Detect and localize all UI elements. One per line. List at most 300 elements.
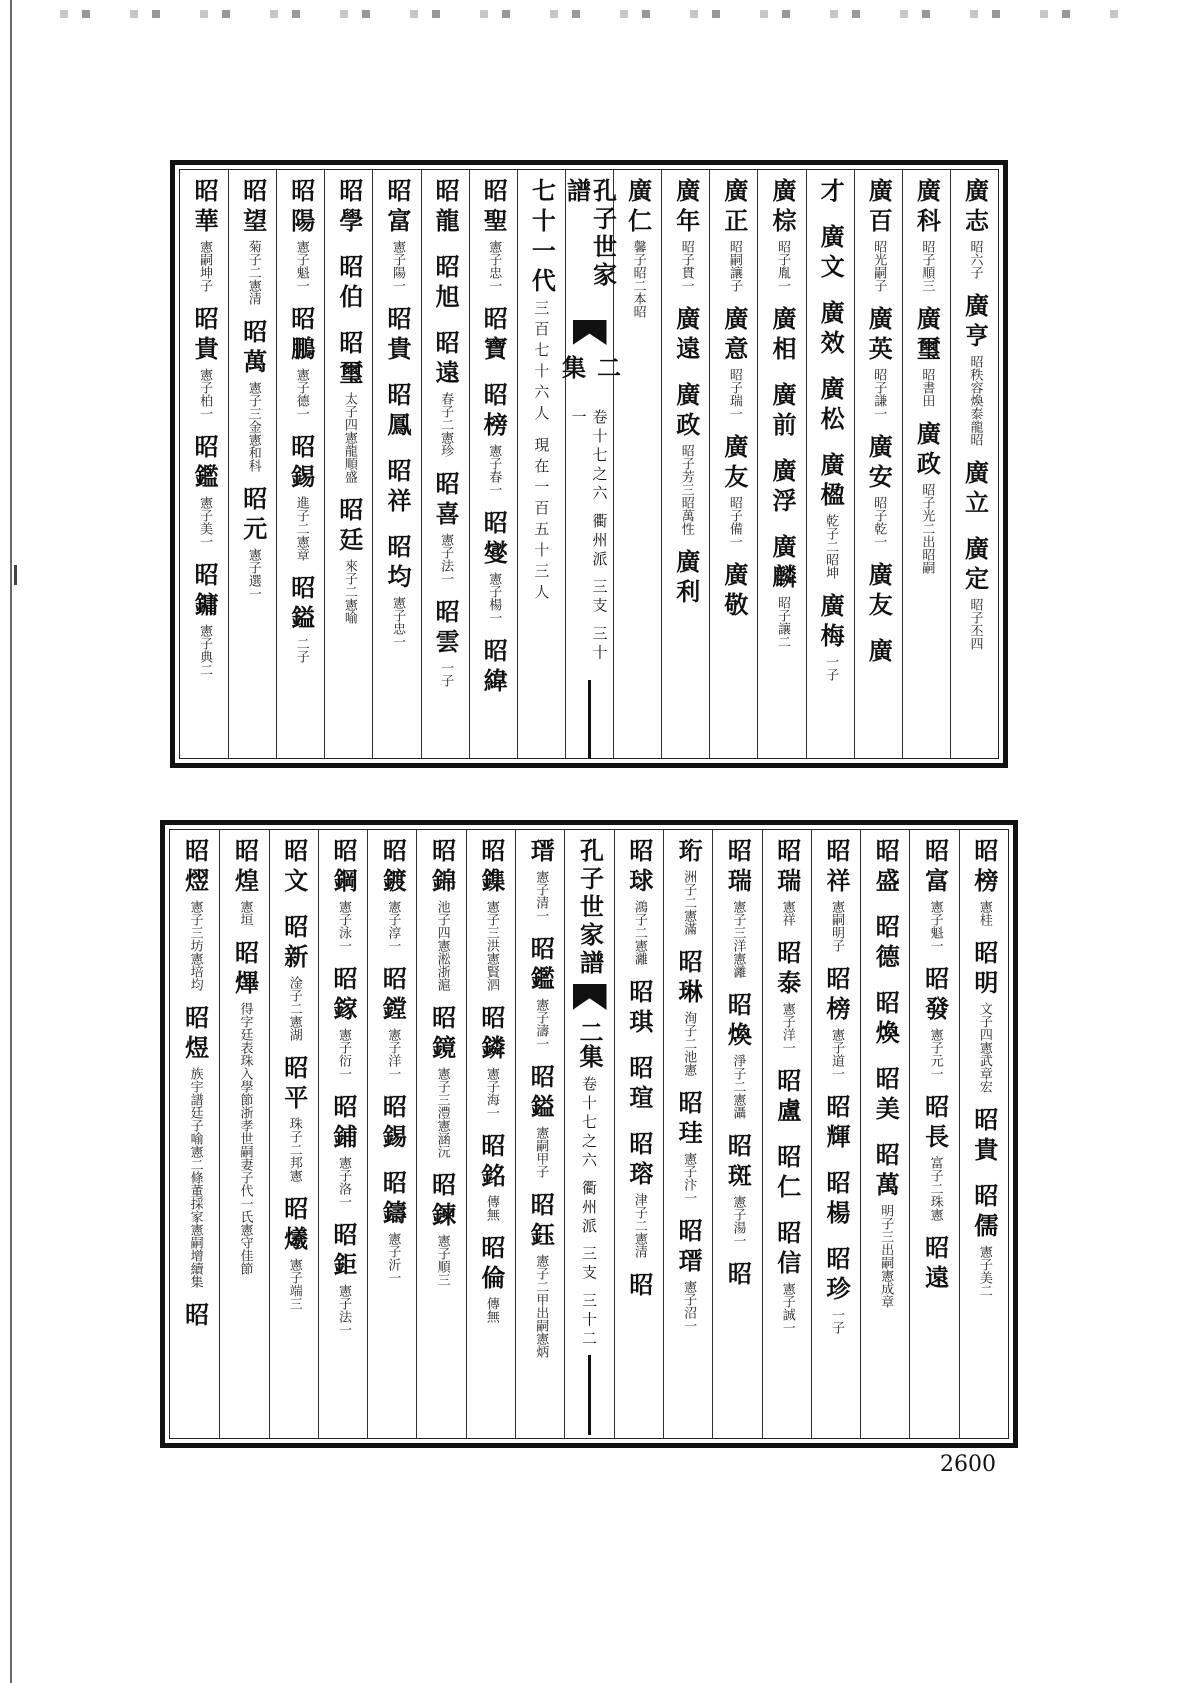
- genealogy-entry: [329, 1222, 359, 1336]
- genealogy-entry: [288, 178, 314, 292]
- person-name: 昭鏜: [378, 966, 408, 1026]
- entry-column: [372, 170, 420, 758]
- entry-column: [466, 830, 515, 1438]
- person-name: 昭瑞: [723, 838, 753, 898]
- person-name: 廣百: [864, 178, 894, 238]
- person-note: 憲子三洪憲賢泗: [483, 900, 499, 991]
- person-name: 廣相: [767, 306, 797, 366]
- person-name: 昭仁: [772, 1144, 802, 1204]
- person-name: 昭鑑: [190, 434, 220, 494]
- genealogy-entry: [673, 178, 699, 292]
- person-name: 昭鎰: [286, 575, 316, 635]
- genealogy-entry: [383, 534, 413, 648]
- entry-column: [860, 830, 909, 1438]
- person-name: 廣友: [719, 434, 749, 494]
- genealogy-entry: [240, 319, 266, 472]
- person-note: 憲子三坊憲培均: [187, 900, 203, 991]
- person-note: 一子: [828, 1308, 844, 1334]
- volume-label: 二集: [557, 354, 622, 379]
- genealogy-entry: [769, 534, 795, 648]
- genealogy-entry: [864, 178, 894, 292]
- genealogy-entry: [240, 486, 266, 600]
- person-name: 廣麟: [767, 534, 797, 594]
- genealogy-entry: [912, 421, 942, 574]
- entry-column: [709, 170, 757, 758]
- genealogy-entry: [383, 458, 413, 520]
- person-name: 昭貴: [190, 306, 220, 366]
- genealogy-entry: [971, 1107, 997, 1169]
- person-name: 昭鎰: [526, 1064, 556, 1124]
- person-name: 昭球: [624, 838, 654, 898]
- page-inner-frame: [169, 829, 1009, 1439]
- genealogy-entry: [816, 300, 846, 362]
- section-label: 卷十七之六 衢州派 三支 三十二: [580, 1076, 599, 1350]
- person-note: 憲子海一: [483, 1067, 499, 1119]
- genealogy-entry: [774, 940, 800, 1054]
- entry-column: [180, 170, 228, 758]
- genealogy-entry: [478, 838, 504, 991]
- person-note: 昭子芳三昭萬性: [678, 444, 694, 535]
- generation-column: [517, 170, 565, 758]
- person-name: 昭祥: [383, 458, 413, 518]
- person-name: 昭均: [383, 534, 413, 594]
- genealogy-entry: [674, 1090, 704, 1204]
- person-note: 昭子胤一: [774, 240, 790, 292]
- person-note: 憲嗣明子: [828, 900, 844, 952]
- genealogy-entry: [190, 562, 220, 676]
- genealogy-entry: [723, 1133, 753, 1247]
- person-note: 二子: [293, 637, 309, 663]
- person-note: 憲子沼一: [681, 1280, 697, 1332]
- person-note: 昭六子: [967, 240, 983, 279]
- entry-column: [902, 170, 950, 758]
- person-name: 昭鳳: [383, 382, 413, 442]
- genealogy-page-32: [160, 820, 1018, 1448]
- person-note: 憲嗣甲子: [533, 1126, 549, 1178]
- genealogy-entry: [823, 1170, 849, 1232]
- genealogy-entry: [336, 254, 362, 316]
- person-name: 昭鍊: [427, 1172, 457, 1232]
- person-name: 昭寶: [479, 306, 509, 366]
- person-name: 昭瑢: [624, 1131, 654, 1191]
- person-note: 洵子二池憲: [681, 1011, 697, 1076]
- person-note: 憲子柏一: [197, 368, 213, 420]
- person-note: 憲子順三: [434, 1234, 450, 1286]
- entry-column: [806, 170, 854, 758]
- person-name: 昭祥: [821, 838, 851, 898]
- genealogy-entry: [336, 330, 362, 483]
- person-note: 憲子魁一: [293, 240, 309, 292]
- genealogy-entry: [922, 1094, 948, 1221]
- entry-column: [762, 830, 811, 1438]
- person-name: 昭錫: [286, 434, 316, 494]
- entry-column: [318, 830, 367, 1438]
- person-note: 憲子清一: [533, 870, 549, 922]
- genealogy-entry: [823, 966, 849, 1080]
- genealogy-entry: [431, 471, 461, 585]
- person-name: 昭: [723, 1261, 753, 1291]
- person-note: 憲子美一: [197, 496, 213, 548]
- genealogy-entry: [336, 497, 362, 624]
- person-name: 昭雲: [431, 599, 461, 659]
- person-note: 鴻子二憲灕: [631, 900, 647, 965]
- person-note: 傳無: [483, 1195, 499, 1221]
- entry-column: [614, 830, 663, 1438]
- column-area: [180, 170, 998, 758]
- genealogy-entry: [431, 330, 461, 457]
- genealogy-entry: [431, 178, 461, 240]
- person-note: 來子二憲喻: [341, 559, 357, 624]
- genealogy-entry: [721, 562, 747, 624]
- person-note: 憲子典二: [197, 624, 213, 676]
- genealogy-entry: [960, 536, 990, 650]
- person-note: 文子四憲武章宏: [976, 1002, 992, 1093]
- person-note: 憲子三金憲和科: [245, 381, 261, 472]
- genealogy-entry: [922, 1235, 948, 1297]
- person-name: 昭瑞: [772, 838, 802, 898]
- genealogy-entry: [960, 178, 990, 279]
- genealogy-entry: [479, 382, 509, 496]
- column-area: [170, 830, 1008, 1438]
- genealogy-entry: [816, 452, 846, 579]
- person-name: 廣松: [816, 376, 846, 436]
- center-bar: [588, 1355, 591, 1435]
- entry-column: [712, 830, 761, 1438]
- person-note: 憲子陽一: [390, 240, 406, 292]
- person-name: 昭璽: [334, 330, 364, 390]
- person-note: 憲子三洋憲灕: [730, 900, 746, 978]
- person-name: 廣楹: [816, 452, 846, 512]
- person-note: 昭子貫一: [678, 240, 694, 292]
- top-scan-artifact: [60, 10, 1120, 18]
- person-note: 憲嗣坤子: [197, 240, 213, 292]
- genealogy-entry: [378, 1094, 408, 1156]
- person-note: 一子: [438, 661, 454, 687]
- person-note: 憲子美二: [976, 1245, 992, 1297]
- person-name: 昭煜: [180, 1005, 210, 1065]
- entry-column: [661, 170, 709, 758]
- person-name: 昭廷: [334, 497, 364, 557]
- genealogy-entry: [288, 306, 314, 420]
- genealogy-entry: [971, 940, 997, 1093]
- person-name: 廣文: [816, 224, 846, 284]
- person-name: 昭學: [334, 178, 364, 238]
- person-name: 昭熤: [180, 838, 210, 898]
- person-name: 廣英: [864, 306, 894, 366]
- genealogy-entry: [281, 1055, 307, 1182]
- person-note: 珠子二邦憲: [286, 1117, 302, 1182]
- person-note: 太子四憲龍順盛: [341, 392, 357, 483]
- person-note: 菊子二憲清: [245, 240, 261, 305]
- person-note: 淦子二憲湖: [286, 976, 302, 1041]
- genealogy-entry: [823, 1094, 849, 1156]
- genealogy-entry: [383, 306, 413, 368]
- section-label: 卷十七之六 衢州派 三支 三十一: [569, 409, 609, 664]
- person-note: 富子二珠憲: [927, 1156, 943, 1221]
- genealogy-entry: [190, 434, 220, 548]
- person-note: 昭書田: [919, 368, 935, 407]
- person-name: 昭斑: [723, 1133, 753, 1193]
- person-name: 廣前: [767, 382, 797, 442]
- genealogy-entry: [871, 914, 901, 976]
- genealogy-entry: [674, 949, 704, 1076]
- person-name: 昭陽: [286, 178, 316, 238]
- person-name: 廣仁: [623, 178, 653, 238]
- person-name: 昭文: [279, 838, 309, 898]
- genealogy-entry: [479, 178, 509, 292]
- person-name: 昭琳: [674, 949, 704, 1009]
- person-note: 昭子光二出昭嗣: [919, 483, 935, 574]
- person-name: 廣棕: [767, 178, 797, 238]
- genealogy-entry: [769, 382, 795, 444]
- person-name: 昭盧: [772, 1068, 802, 1128]
- person-name: 昭華: [190, 178, 220, 238]
- genealogy-entry: [823, 838, 849, 952]
- genealogy-entry: [479, 638, 509, 700]
- genealogy-entry: [378, 966, 408, 1080]
- person-name: 才: [816, 178, 846, 208]
- person-note: 憲祥: [779, 900, 795, 926]
- person-name: 昭信: [772, 1220, 802, 1280]
- person-name: 昭遠: [920, 1235, 950, 1295]
- person-name: 昭珪: [674, 1090, 704, 1150]
- person-note: 憲子道一: [828, 1028, 844, 1080]
- genealogy-entry: [723, 992, 753, 1119]
- person-name: 昭萬: [871, 1142, 901, 1202]
- genealogy-entry: [823, 1246, 849, 1334]
- genealogy-entry: [182, 1302, 208, 1334]
- person-name: 昭發: [920, 966, 950, 1026]
- person-name: 昭鵬: [286, 306, 316, 366]
- person-name: 昭燮: [479, 510, 509, 570]
- person-note: 憲子法一: [438, 533, 454, 585]
- entry-column: [170, 830, 219, 1438]
- person-name: 昭鏡: [427, 1005, 457, 1065]
- genealogy-entry: [526, 838, 556, 922]
- genealogy-entry: [871, 1142, 901, 1308]
- person-name: 昭錦: [427, 838, 457, 898]
- entry-column: [854, 170, 902, 758]
- person-name: 昭楊: [821, 1170, 851, 1230]
- entry-column: [219, 830, 268, 1438]
- person-name: 瑨: [526, 838, 556, 868]
- person-name: 昭鑄: [378, 1170, 408, 1230]
- person-name: 昭鋪: [329, 1094, 359, 1154]
- person-name: 昭倫: [476, 1235, 506, 1295]
- genealogy-entry: [429, 838, 455, 991]
- genealogy-entry: [288, 434, 314, 561]
- genealogy-entry: [774, 1220, 800, 1334]
- person-note: 憲子汴一: [681, 1152, 697, 1204]
- person-name: 珩: [674, 838, 704, 868]
- genealogy-entry: [871, 990, 901, 1052]
- genealogy-entry: [774, 838, 800, 926]
- genealogy-entry: [230, 940, 260, 1275]
- person-name: 昭鏶: [476, 838, 506, 898]
- person-note: 昭子讓二: [774, 596, 790, 648]
- person-name: 昭銘: [476, 1133, 506, 1193]
- center-title-column: [564, 830, 613, 1438]
- genealogy-entry: [626, 979, 652, 1041]
- person-name: 昭貴: [383, 306, 413, 366]
- entry-column: [421, 170, 469, 758]
- volume-label: 二集: [575, 1020, 605, 1068]
- book-title: 孔子世家譜: [562, 178, 618, 290]
- genealogy-entry: [383, 178, 413, 292]
- person-note: 憲子春一: [486, 444, 502, 496]
- entry-column: [757, 170, 805, 758]
- genealogy-entry: [190, 178, 220, 292]
- person-name: 昭煥: [871, 990, 901, 1050]
- person-note: 進子二憲章: [293, 496, 309, 561]
- person-note: 憲子選一: [245, 548, 261, 600]
- genealogy-entry: [912, 178, 942, 292]
- person-note: 憲子二甲出嗣憲炳: [533, 1254, 549, 1358]
- genealogy-entry: [721, 178, 747, 292]
- genealogy-entry: [673, 382, 699, 535]
- person-note: 津子二憲清: [631, 1193, 647, 1258]
- page-inner-frame: [179, 169, 999, 759]
- generation-count: 三百七十六人 現在一百五十三人: [532, 300, 551, 605]
- person-name: 昭榜: [969, 838, 999, 898]
- entry-column: [515, 830, 564, 1438]
- genealogy-entry: [971, 1183, 997, 1297]
- genealogy-entry: [864, 434, 894, 548]
- genealogy-entry: [526, 1192, 556, 1358]
- person-name: 昭輝: [821, 1094, 851, 1154]
- genealogy-entry: [871, 1066, 901, 1128]
- fishtail-mark: [573, 320, 607, 345]
- person-name: 昭元: [238, 486, 268, 546]
- person-note: 憲子楊一: [486, 572, 502, 624]
- person-name: 廣政: [912, 421, 942, 481]
- person-name: 昭德: [871, 914, 901, 974]
- person-name: 昭煥: [723, 992, 753, 1052]
- person-name: 廣利: [671, 549, 701, 609]
- entry-column: [324, 170, 372, 758]
- person-note: 傳無: [483, 1297, 499, 1323]
- person-name: 昭鉅: [329, 1222, 359, 1282]
- person-note: 昭子順三: [919, 240, 935, 292]
- center-title-column: [557, 170, 622, 758]
- person-name: 昭鑑: [526, 936, 556, 996]
- genealogy-entry: [626, 1272, 652, 1304]
- genealogy-entry: [816, 376, 846, 438]
- genealogy-entry: [182, 1005, 208, 1288]
- genealogy-entry: [336, 178, 362, 240]
- genealogy-entry: [864, 638, 894, 670]
- entry-column: [950, 170, 998, 758]
- person-note: 憲子法一: [336, 1284, 352, 1336]
- genealogy-entry: [281, 838, 307, 900]
- entry-column: [909, 830, 958, 1438]
- person-note: 一子: [823, 655, 839, 681]
- genealogy-entry: [431, 254, 461, 316]
- person-name: 昭聖: [479, 178, 509, 238]
- genealogy-entry: [769, 306, 795, 368]
- entry-column: [416, 830, 465, 1438]
- genealogy-entry: [625, 178, 651, 318]
- scan-speck: [14, 565, 17, 585]
- genealogy-entry: [626, 1131, 652, 1258]
- person-note: 淨子二憲灄: [730, 1054, 746, 1119]
- genealogy-entry: [769, 178, 795, 292]
- person-name: 昭長: [920, 1094, 950, 1154]
- person-note: 昭子謙一: [871, 368, 887, 420]
- person-name: 廣敬: [719, 562, 749, 622]
- person-name: 昭熚: [230, 940, 260, 1000]
- person-note: 池子四憲淞浙滬: [434, 900, 450, 991]
- person-name: 廣梅: [816, 593, 846, 653]
- person-name: 廣志: [960, 178, 990, 238]
- genealogy-entry: [912, 306, 942, 407]
- person-note: 憲子洋一: [779, 1002, 795, 1054]
- person-name: 廣正: [719, 178, 749, 238]
- genealogy-entry: [960, 460, 990, 522]
- genealogy-entry: [190, 306, 220, 420]
- person-note: 憲垣: [237, 900, 253, 926]
- genealogy-entry: [230, 838, 260, 926]
- person-note: 憲子湯一: [730, 1195, 746, 1247]
- genealogy-entry: [429, 1005, 455, 1158]
- person-note: 昭嗣讓子: [726, 240, 742, 292]
- scan-edge-line: [10, 0, 12, 1683]
- person-note: 憲子洋一: [385, 1028, 401, 1080]
- fishtail-mark: [573, 984, 607, 1010]
- person-name: 昭琪: [624, 979, 654, 1039]
- person-name: 昭遠: [431, 330, 461, 390]
- person-name: 廣政: [671, 382, 701, 442]
- person-name: 昭富: [920, 838, 950, 898]
- genealogy-entry: [674, 838, 704, 935]
- person-name: 昭煌: [230, 838, 260, 898]
- genealogy-entry: [673, 549, 699, 611]
- person-name: 昭鏻: [476, 1005, 506, 1065]
- genealogy-entry: [479, 510, 509, 624]
- person-note: 憲子忠一: [486, 240, 502, 292]
- person-name: 昭鋼: [329, 838, 359, 898]
- generation-label: 七十一代: [527, 178, 557, 298]
- person-name: 昭瑨: [674, 1218, 704, 1278]
- genealogy-entry: [329, 838, 359, 952]
- entry-column: [613, 170, 661, 758]
- person-name: 廣科: [912, 178, 942, 238]
- center-bar: [588, 680, 591, 758]
- genealogy-entry: [478, 1133, 504, 1221]
- person-name: 廣意: [719, 306, 749, 366]
- person-name: 昭泰: [772, 940, 802, 1000]
- page-number: 2600: [940, 1452, 996, 1477]
- person-name: 昭旭: [431, 254, 461, 314]
- person-name: 昭鈺: [526, 1192, 556, 1252]
- person-name: 廣年: [671, 178, 701, 238]
- person-note: 憲子淳一: [385, 900, 401, 952]
- genealogy-entry: [816, 224, 846, 286]
- person-name: 昭錫: [378, 1094, 408, 1154]
- person-name: 廣浮: [767, 458, 797, 518]
- entry-column: [276, 170, 324, 758]
- person-name: 昭瑄: [624, 1055, 654, 1115]
- genealogy-entry: [864, 562, 894, 624]
- genealogy-entry: [329, 966, 359, 1080]
- book-title: 孔子世家譜: [575, 838, 605, 978]
- genealogy-entry: [864, 306, 894, 420]
- person-name: 昭明: [969, 940, 999, 1000]
- person-note: 昭子丕四: [967, 598, 983, 650]
- genealogy-entry: [674, 1218, 704, 1332]
- genealogy-entry: [329, 1094, 359, 1208]
- genealogy-page-31: [170, 160, 1008, 768]
